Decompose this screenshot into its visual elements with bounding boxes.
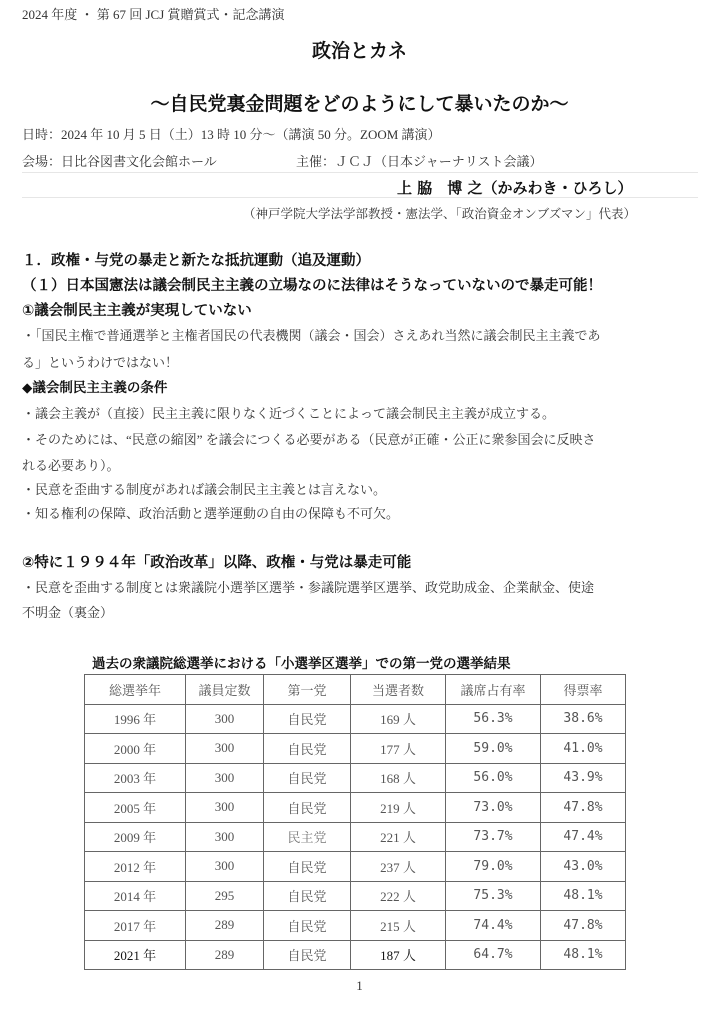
cell-year: 2021 年 [85, 940, 186, 970]
cell-party: 自民党 [264, 911, 351, 941]
cell-seats: 300 [186, 763, 264, 793]
cell-seat-share: 73.7% [446, 822, 541, 852]
cell-seats: 300 [186, 852, 264, 882]
table-row [85, 852, 626, 882]
condition-line: ・民意を歪曲する制度があれば議会制民主主義とは言えない。 [22, 482, 387, 497]
speaker-name: 上 脇 博 之（かみわき・ひろし） [397, 179, 633, 197]
cell-elected: 168 人 [351, 763, 446, 793]
cell-seats: 300 [186, 793, 264, 823]
table-row [85, 911, 626, 941]
divider [22, 197, 698, 198]
cell-vote-share: 41.0% [541, 734, 626, 764]
cell-seat-share: 56.0% [446, 763, 541, 793]
table-header-row [85, 675, 626, 705]
cell-year: 2000 年 [85, 734, 186, 764]
cell-elected: 215 人 [351, 911, 446, 941]
cell-vote-share: 43.0% [541, 852, 626, 882]
cell-seats: 295 [186, 881, 264, 911]
cell-year: 2017 年 [85, 911, 186, 941]
cell-vote-share: 47.8% [541, 793, 626, 823]
cell-seat-share: 74.4% [446, 911, 541, 941]
cell-party: 自民党 [264, 940, 351, 970]
table-row [85, 822, 626, 852]
event-datetime: 日時：2024 年 10 月 5 日（土）13 時 10 分～（講演 50 分。ZOOM 講演） [22, 127, 441, 142]
table-row [85, 940, 626, 970]
cell-year: 2009 年 [85, 822, 186, 852]
cell-elected: 169 人 [351, 704, 446, 734]
cell-elected: 219 人 [351, 793, 446, 823]
point-1-text-line: ・「国民主権で普通選挙と主権者国民の代表機関（議会・国会）さえあれ当然に議会制民主主義であ [22, 328, 601, 343]
page-number: 1 [356, 978, 363, 993]
cell-elected: 221 人 [351, 822, 446, 852]
cell-seat-share: 73.0% [446, 793, 541, 823]
cell-seats: 289 [186, 911, 264, 941]
cell-year: 2003 年 [85, 763, 186, 793]
point-1-heading: ①議会制民主主義が実現していない [22, 303, 252, 319]
column-header-year: 総選挙年 [85, 675, 186, 705]
table-row [85, 763, 626, 793]
cell-vote-share: 48.1% [541, 940, 626, 970]
cell-year: 2012 年 [85, 852, 186, 882]
cell-elected: 222 人 [351, 881, 446, 911]
cell-seat-share: 56.3% [446, 704, 541, 734]
divider [22, 172, 698, 173]
table-row [85, 704, 626, 734]
cell-seat-share: 64.7% [446, 940, 541, 970]
table-row [85, 881, 626, 911]
column-header-elected: 当選者数 [351, 675, 446, 705]
cell-seat-share: 59.0% [446, 734, 541, 764]
speaker-affiliation: （神戸学院大学法学部教授・憲法学、「政治資金オンブズマン」代表） [243, 207, 637, 221]
condition-line: ・知る権利の保障、政治活動と選挙運動の自由の保障も不可欠。 [22, 506, 400, 521]
cell-vote-share: 48.1% [541, 881, 626, 911]
cell-seats: 300 [186, 704, 264, 734]
conditions-heading: ◆議会制民主主義の条件 [22, 380, 168, 396]
table-caption: 過去の衆議院総選挙における「小選挙区選挙」での第一党の選挙結果 [92, 656, 511, 672]
cell-vote-share: 38.6% [541, 704, 626, 734]
point-2-text-line: ・民意を歪曲する制度とは衆議院小選挙区選挙・参議院選挙区選挙、政党助成金、企業献金、使途 [22, 580, 595, 595]
point-2-heading: ②特に１９９４年「政治改革」以降、政権・与党は暴走可能 [22, 555, 412, 571]
cell-party: 民主党 [264, 822, 351, 852]
section-1-heading: １．政権・与党の暴走と新たな抵抗運動（追及運動） [22, 253, 370, 269]
cell-vote-share: 43.9% [541, 763, 626, 793]
cell-year: 2005 年 [85, 793, 186, 823]
event-header-line: 2024 年度 ・ 第 67 回 JCJ 賞贈賞式・記念講演 [22, 7, 285, 22]
condition-line: れる必要あり）。 [22, 458, 120, 473]
election-results-table [84, 674, 626, 970]
section-1-subheading: （１）日本国憲法は議会制民主主義の立場なのに法律はそうなっていないので暴走可能！ [22, 278, 602, 294]
cell-year: 1996 年 [85, 704, 186, 734]
event-organizer: 主催：ＪＣＪ（日本ジャーナリスト会議） [296, 154, 543, 169]
cell-seats: 300 [186, 822, 264, 852]
column-header-seat-share: 議席占有率 [446, 675, 541, 705]
event-venue: 会場：日比谷図書文化会館ホール [22, 154, 217, 169]
cell-party: 自民党 [264, 704, 351, 734]
cell-party: 自民党 [264, 793, 351, 823]
table-row [85, 734, 626, 764]
cell-party: 自民党 [264, 734, 351, 764]
cell-year: 2014 年 [85, 881, 186, 911]
cell-elected: 237 人 [351, 852, 446, 882]
document-subtitle: ～自民党裏金問題をどのようにして暴いたのか～ [150, 93, 569, 115]
document-title: 政治とカネ [311, 40, 407, 62]
cell-seat-share: 79.0% [446, 852, 541, 882]
point-1-text-line: る」というわけではない！ [22, 355, 179, 370]
cell-party: 自民党 [264, 763, 351, 793]
cell-vote-share: 47.4% [541, 822, 626, 852]
cell-elected: 177 人 [351, 734, 446, 764]
column-header-vote-share: 得票率 [541, 675, 626, 705]
table-row [85, 793, 626, 823]
cell-party: 自民党 [264, 852, 351, 882]
column-header-seats: 議員定数 [186, 675, 264, 705]
cell-elected: 187 人 [351, 940, 446, 970]
point-2-text-line: 不明金（裏金） [22, 605, 114, 620]
cell-seats: 289 [186, 940, 264, 970]
cell-vote-share: 47.8% [541, 911, 626, 941]
cell-seats: 300 [186, 734, 264, 764]
cell-party: 自民党 [264, 881, 351, 911]
condition-line: ・議会主義が（直接）民主主義に限りなく近づくことによって議会制民主主義が成立する。 [22, 406, 556, 421]
condition-line: ・そのためには、“民意の縮図” を議会につくる必要がある（民意が正確・公正に衆参国会に反映さ [22, 432, 596, 447]
column-header-party: 第一党 [264, 675, 351, 705]
cell-seat-share: 75.3% [446, 881, 541, 911]
